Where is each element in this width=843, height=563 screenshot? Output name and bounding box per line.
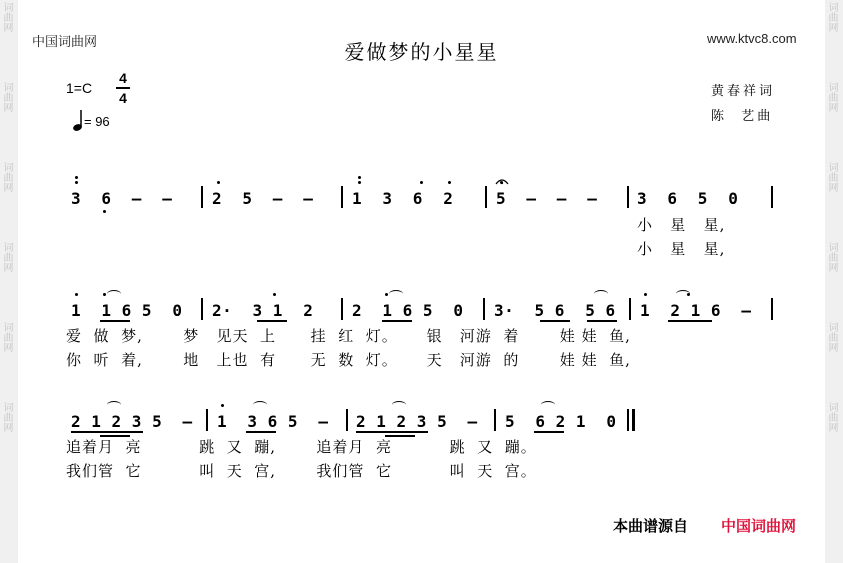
lyricist-credit: 黄春祥词 xyxy=(711,84,776,99)
eighth-beam xyxy=(246,431,276,433)
source-label: 本曲谱源自 xyxy=(613,517,689,535)
barline xyxy=(346,409,348,431)
barline xyxy=(627,186,629,208)
meter-top: 4 xyxy=(119,70,127,86)
slur xyxy=(594,290,608,298)
measure-notes: 1 2 1 6 – xyxy=(640,301,752,320)
watermark-text: 词曲网 xyxy=(1,2,12,32)
barline xyxy=(494,409,496,431)
measure-notes: 2 1 2 3 5 – xyxy=(71,412,193,431)
lyric-verse-2: 我们管 它 叫 天 宫, 我们管 它 叫 天 宫。 xyxy=(66,462,537,480)
page-title: 爱做梦的小星星 xyxy=(344,40,499,64)
barline xyxy=(629,298,631,320)
slur xyxy=(253,401,267,409)
high-octave-dot xyxy=(358,181,361,184)
eighth-beam xyxy=(534,431,564,433)
eighth-beam xyxy=(668,320,712,322)
high-octave-dot xyxy=(75,176,78,179)
barline xyxy=(341,298,343,320)
watermark-text: 词曲网 xyxy=(1,402,12,432)
watermark-text: 词曲网 xyxy=(826,402,837,432)
source-site-link[interactable]: 中国词曲网 xyxy=(721,517,797,535)
high-octave-dot xyxy=(448,181,451,184)
measure-notes: 5 – – – xyxy=(496,189,598,208)
measure-notes: 2 5 – – xyxy=(212,189,314,208)
high-octave-dot xyxy=(75,293,78,296)
barline xyxy=(206,409,208,431)
lyric-verse-1: 追着月 亮 跳 又 蹦, 追着月 亮 跳 又 蹦。 xyxy=(66,438,537,456)
watermark-left xyxy=(0,0,18,563)
measure-notes: 1 1 6 5 0 xyxy=(71,301,183,320)
high-octave-dot xyxy=(420,181,423,184)
measure-notes: 1 3 6 2 xyxy=(352,189,454,208)
barline xyxy=(483,298,485,320)
lyric-verse-1: 爱 做 梦, 梦 见天 上 挂 红 灯。 银 河游 着 娃 娃 鱼, xyxy=(66,327,631,345)
measure-notes: 3 6 – – xyxy=(71,189,173,208)
high-octave-dot xyxy=(385,293,388,296)
watermark-text: 词曲网 xyxy=(826,322,837,352)
watermark-text: 词曲网 xyxy=(826,242,837,272)
high-octave-dot xyxy=(221,404,224,407)
measure-notes: 3 6 5 0 xyxy=(637,189,739,208)
low-octave-dot xyxy=(103,210,106,213)
fermata-icon xyxy=(495,170,509,178)
watermark-text: 词曲网 xyxy=(1,322,12,352)
barline xyxy=(341,186,343,208)
meter-bottom: 4 xyxy=(119,89,127,106)
watermark-text: 词曲网 xyxy=(826,162,837,192)
barline xyxy=(201,298,203,320)
final-barline-thick xyxy=(632,409,635,431)
watermark-text: 词曲网 xyxy=(826,82,837,112)
eighth-beam xyxy=(587,320,617,322)
eighth-beam xyxy=(71,431,143,433)
eighth-beam xyxy=(100,320,130,322)
measure-notes: 1 3 6 5 – xyxy=(217,412,329,431)
watermark-text: 词曲网 xyxy=(1,162,12,192)
lyric-verse-2: 你 听 着, 地 上也 有 无 数 灯。 天 河游 的 娃 娃 鱼, xyxy=(66,351,631,369)
tempo-marking: = 96 xyxy=(84,114,110,129)
barline xyxy=(771,186,773,208)
final-barline-thin xyxy=(627,409,629,431)
measure-notes: 2 1 2 3 5 – xyxy=(356,412,478,431)
measure-notes: 2· 3 1 2 xyxy=(212,301,314,320)
high-octave-dot xyxy=(273,293,276,296)
site-url-right: www.ktvc8.com xyxy=(707,31,797,46)
high-octave-dot xyxy=(217,181,220,184)
eighth-beam xyxy=(540,320,570,322)
high-octave-dot xyxy=(103,293,106,296)
composer-credit: 陈 艺曲 xyxy=(711,109,774,124)
slur xyxy=(107,290,121,298)
barline xyxy=(771,298,773,320)
lyric-verse-1: 小 星 星, xyxy=(637,216,726,234)
time-signature xyxy=(116,70,130,106)
site-name-left: 中国词曲网 xyxy=(32,35,98,50)
slur xyxy=(107,401,121,409)
high-octave-dot xyxy=(358,176,361,179)
watermark-text: 词曲网 xyxy=(1,82,12,112)
meter-divider xyxy=(116,87,130,89)
lyric-verse-2: 小 星 星, xyxy=(637,240,726,258)
eighth-beam xyxy=(382,320,412,322)
watermark-text: 词曲网 xyxy=(826,2,837,32)
slur xyxy=(392,401,406,409)
watermark-text: 词曲网 xyxy=(1,242,12,272)
slur xyxy=(541,401,555,409)
watermark-right xyxy=(825,0,843,563)
key-signature: 1=C xyxy=(66,80,93,96)
high-octave-dot xyxy=(687,293,690,296)
slur xyxy=(389,290,403,298)
eighth-beam xyxy=(257,320,287,322)
measure-notes: 2 1 6 5 0 xyxy=(352,301,464,320)
measure-notes: 3· 5 6 5 6 xyxy=(494,301,616,320)
barline xyxy=(201,186,203,208)
measure-notes: 5 6 2 1 0 xyxy=(505,412,617,431)
barline xyxy=(485,186,487,208)
high-octave-dot xyxy=(75,181,78,184)
eighth-beam xyxy=(356,431,428,433)
high-octave-dot xyxy=(644,293,647,296)
